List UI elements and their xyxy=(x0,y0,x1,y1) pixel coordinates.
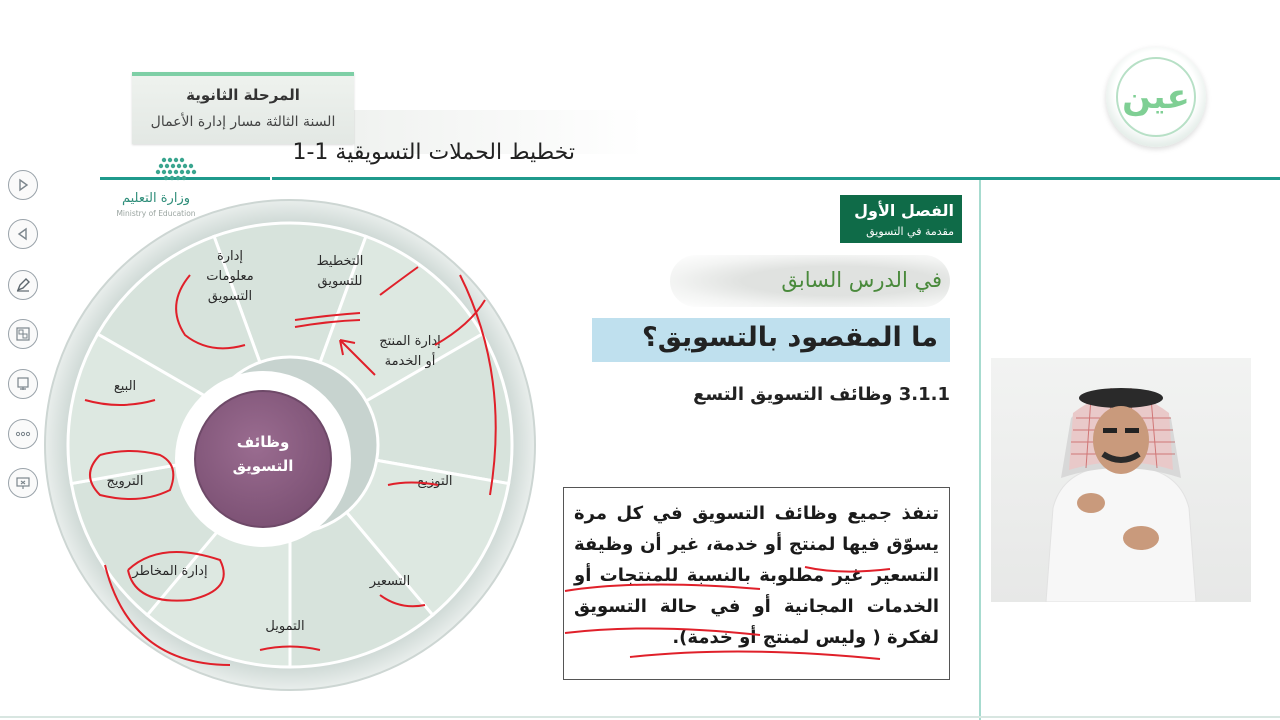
diagram-segment-label: التمويل xyxy=(265,619,305,634)
chapter-badge xyxy=(840,195,962,243)
center-label-line1: وظائف xyxy=(236,433,290,451)
prev-lesson-label: في الدرس السابق xyxy=(781,268,942,292)
diagram-segment-label: للتسويق xyxy=(317,274,363,289)
presenter-video xyxy=(991,358,1251,602)
center-label-line2: التسويق xyxy=(232,457,294,475)
stage-title: المرحلة الثانوية xyxy=(186,86,300,104)
lesson-title: تخطيط الحملات التسويقية 1-1 xyxy=(292,140,575,165)
diagram-segment-label: التخطيط xyxy=(316,254,364,269)
diagram-segment-label: إدارة xyxy=(216,249,244,264)
whiteboard-icon[interactable] xyxy=(8,369,38,399)
diagram-segment-label: التسعير xyxy=(369,574,411,589)
question-bar xyxy=(592,318,950,362)
marketing-functions-diagram xyxy=(40,195,540,695)
divider xyxy=(979,180,981,720)
diagram-segment-label: إدارة المنتج xyxy=(379,334,441,349)
chapter-subtitle: مقدمة في التسويق xyxy=(866,225,954,238)
pen-icon[interactable] xyxy=(8,270,38,300)
diagram-segment-label: الترويج xyxy=(106,474,144,489)
note-box: تنفذ جميع وظائف التسويق في كل مرة يسوّق فيها لمنتج أو خدمة، غير أن وظيفة التسعير غير مطلوبة بالنسبة للمنتجات أو الخدمات المجانية أو في حالة التسويق لفكرة ( وليس لمنتج أو خدمة). xyxy=(563,487,950,680)
channel-logo xyxy=(1106,47,1206,147)
more-icon[interactable] xyxy=(8,419,38,449)
play-forward-icon[interactable] xyxy=(8,170,38,200)
diagram-segment-label: أو الخدمة xyxy=(384,354,436,369)
chapter-title: الفصل الأول xyxy=(854,201,954,220)
diagram-segment-label: البيع xyxy=(113,379,137,394)
diagram-segment-label: التسويق xyxy=(207,289,253,304)
note-annotations xyxy=(560,485,955,685)
play-back-icon[interactable] xyxy=(8,219,38,249)
diagram-segment-label: التوزيع xyxy=(417,474,453,489)
diagram-segment-label: معلومات xyxy=(206,269,254,284)
diagram-segment-label: إدارة المخاطر xyxy=(132,564,208,579)
present-icon[interactable] xyxy=(8,468,38,498)
divider xyxy=(272,177,1280,180)
channel-logo-text: عين xyxy=(1116,57,1196,137)
section-heading: 3.1.1 وظائف التسويق التسع xyxy=(693,384,950,405)
question-text: ما المقصود بالتسويق؟ xyxy=(642,322,938,353)
bottom-divider xyxy=(0,716,1280,718)
ministry-logo-english: Ministry of Education xyxy=(116,209,196,218)
stage-box xyxy=(132,72,354,144)
track-subtitle: السنة الثالثة مسار إدارة الأعمال xyxy=(150,114,336,130)
layout-icon[interactable] xyxy=(8,319,38,349)
ministry-logo-arabic: وزارة التعليم xyxy=(121,191,191,206)
